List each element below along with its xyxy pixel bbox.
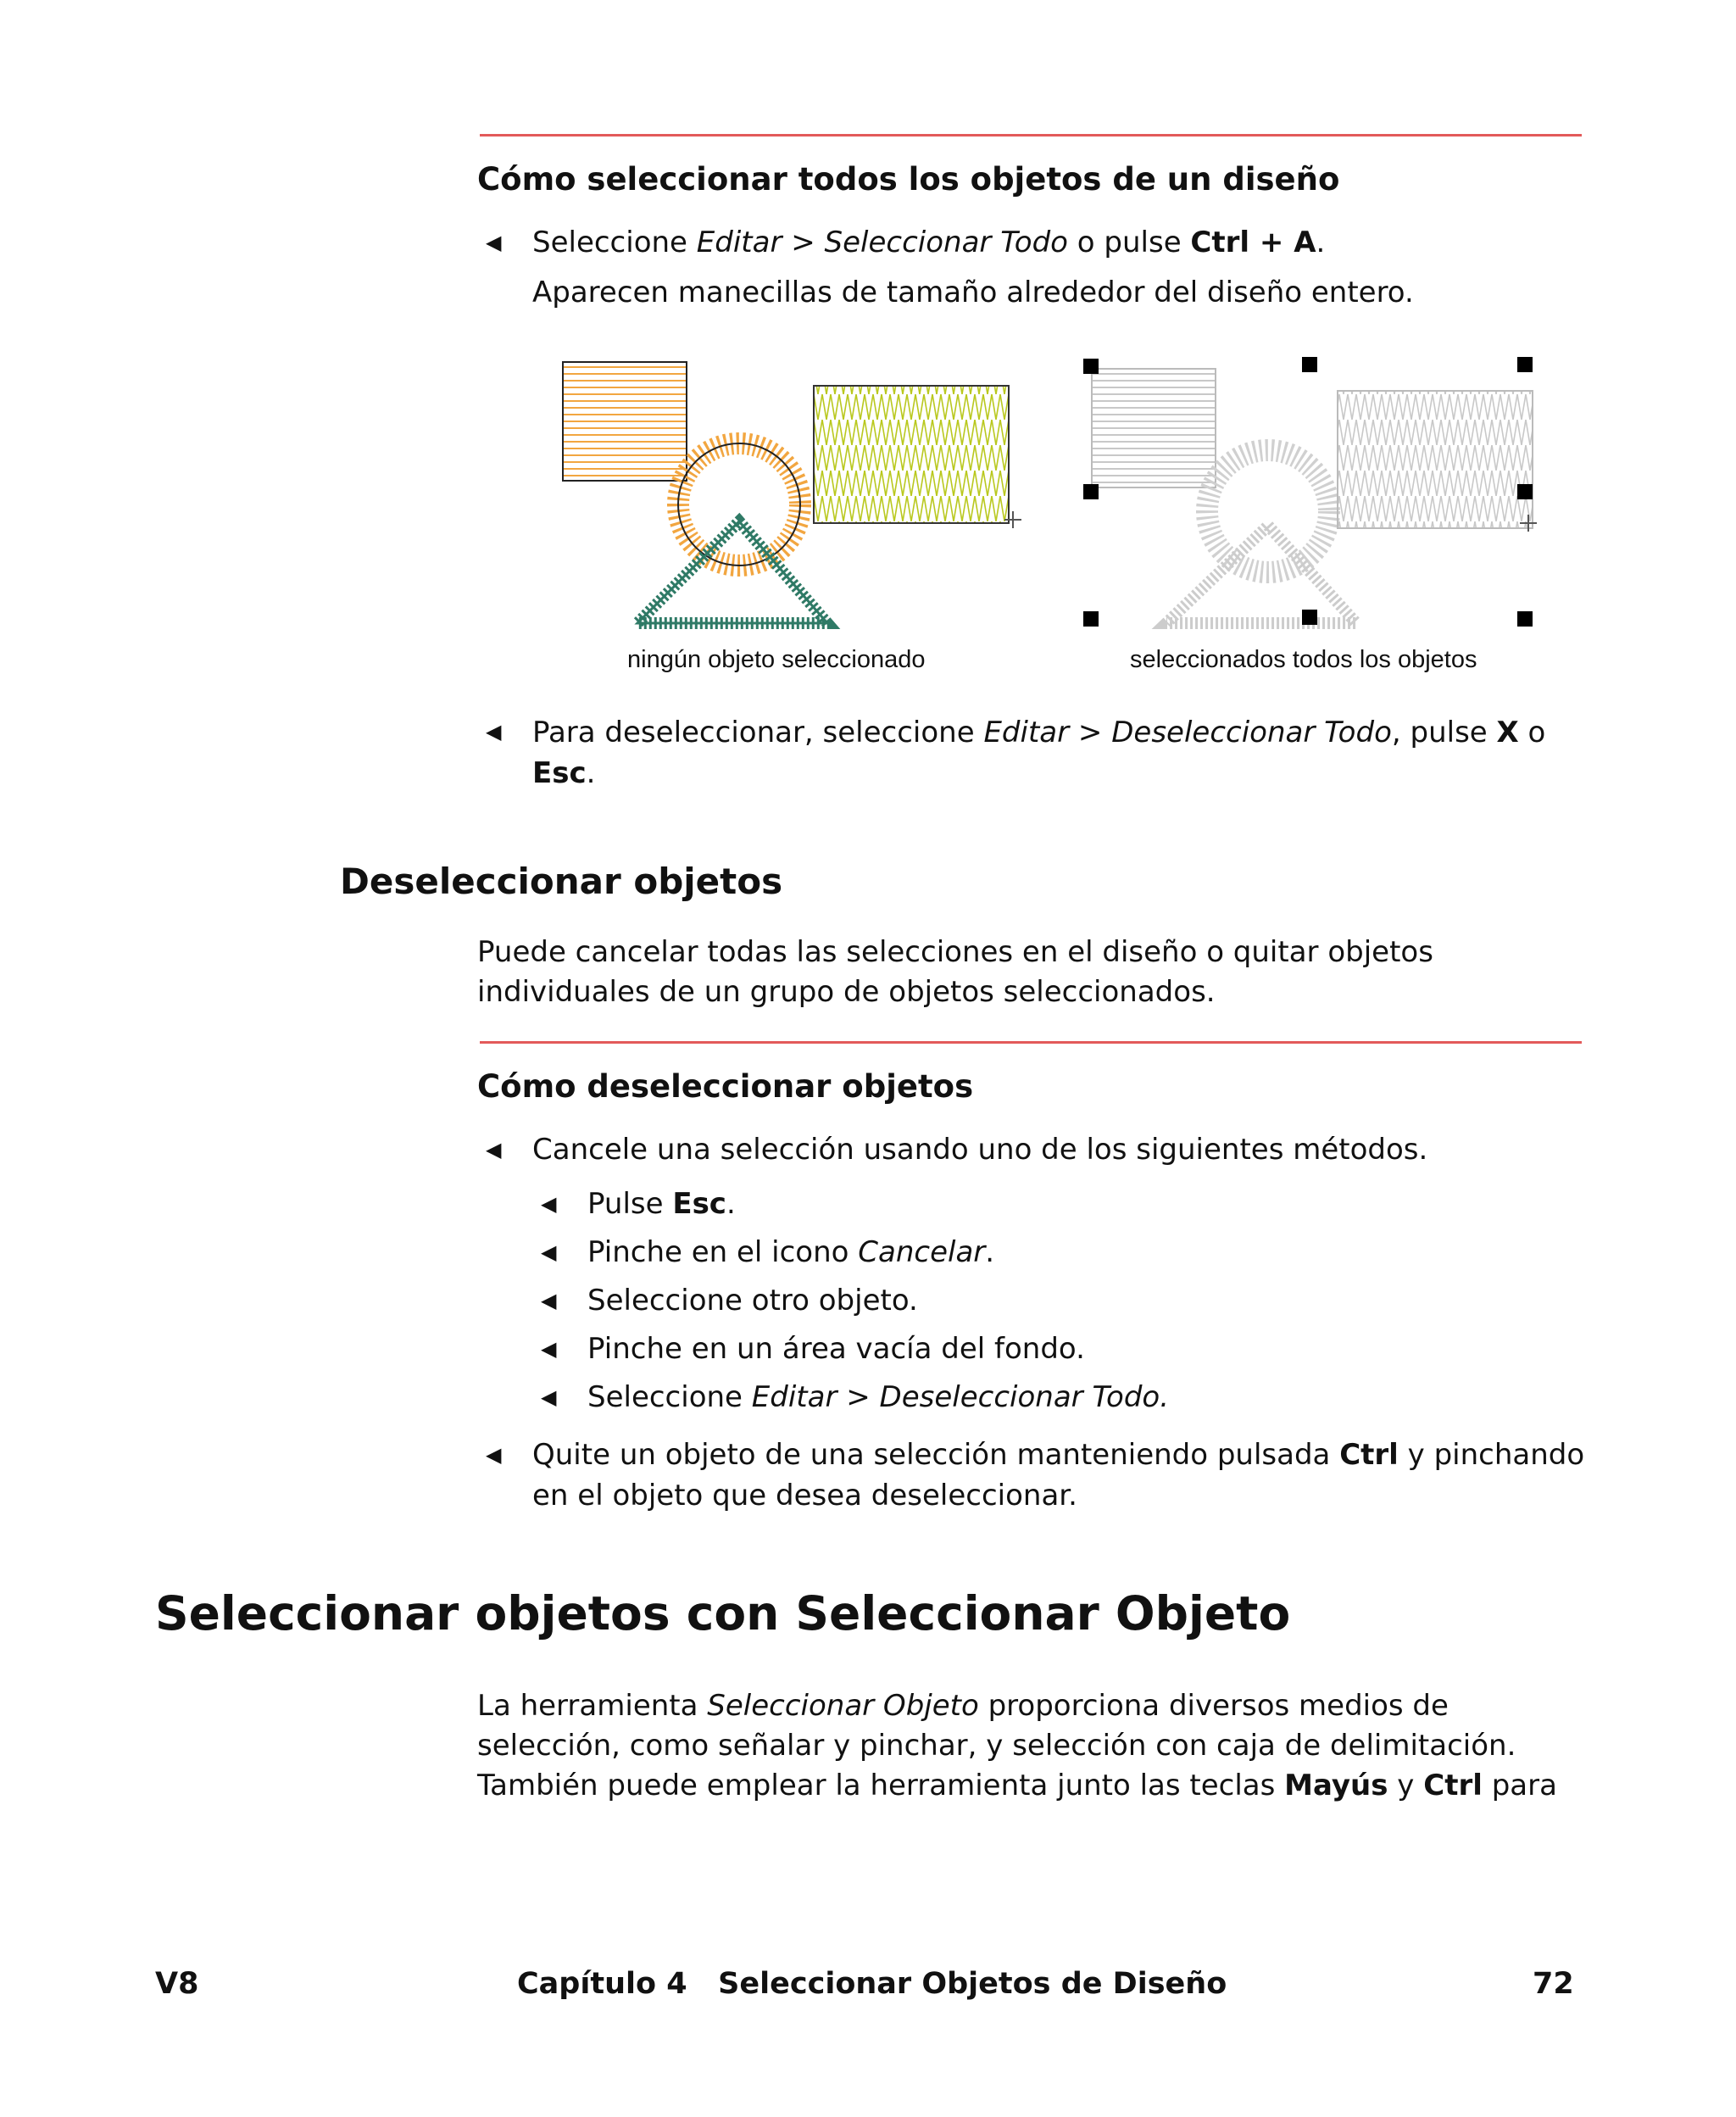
intro-line-1: Puede cancelar todas las selecciones en el diseño o quitar objetos bbox=[477, 935, 1433, 969]
procedure-title: Cómo deseleccionar objetos bbox=[477, 1068, 974, 1105]
footer-page-number: 72 bbox=[1533, 1967, 1574, 2001]
method-empty-area: Pinche en un área vacía del fondo. bbox=[587, 1332, 1085, 1366]
bullet-arrow-icon: ◀ bbox=[486, 720, 502, 744]
bullet-arrow-icon: ◀ bbox=[541, 1337, 557, 1361]
select-object-para-line-2: selección, como señalar y pinchar, y selección con caja de delimitación. bbox=[477, 1729, 1516, 1763]
step-select-all: Seleccione Editar > Seleccionar Todo o pulse Ctrl + A. bbox=[532, 226, 1326, 259]
step-cancel-selection: Cancele una selección usando uno de los siguientes métodos. bbox=[532, 1133, 1428, 1167]
selection-figure bbox=[542, 343, 1543, 636]
caption-all-selected: seleccionados todos los objetos bbox=[1130, 646, 1477, 673]
method-esc: Pulse Esc. bbox=[587, 1187, 736, 1221]
method-cancel-icon: Pinche en el icono Cancelar. bbox=[587, 1235, 995, 1269]
design-unselected bbox=[563, 362, 1021, 623]
bullet-arrow-icon: ◀ bbox=[541, 1385, 557, 1409]
footer-chapter: Capítulo 4 Seleccionar Objetos de Diseño bbox=[517, 1967, 1227, 2001]
select-object-para-line-3: También puede emplear la herramienta junto las teclas Mayús y Ctrl para bbox=[477, 1769, 1557, 1802]
intro-line-2: individuales de un grupo de objetos seleccionados. bbox=[477, 975, 1216, 1009]
design-selected bbox=[1083, 357, 1537, 627]
footer-version: V8 bbox=[155, 1967, 199, 2001]
bullet-arrow-icon: ◀ bbox=[541, 1289, 557, 1312]
step-deselect-all-cont: Esc. bbox=[532, 756, 596, 790]
method-other-object: Seleccione otro objeto. bbox=[587, 1284, 918, 1318]
step-result-note: Aparecen manecillas de tamaño alrededor del diseño entero. bbox=[532, 276, 1414, 309]
chapter-heading: Seleccionar objetos con Seleccionar Objeto bbox=[155, 1586, 1291, 1641]
step-ctrl-remove-cont: en el objeto que desea deseleccionar. bbox=[532, 1479, 1077, 1513]
method-menu-deselect: Seleccione Editar > Deseleccionar Todo. bbox=[587, 1380, 1170, 1414]
step-ctrl-remove: Quite un objeto de una selección manteniendo pulsada Ctrl y pinchando bbox=[532, 1438, 1585, 1472]
step-deselect-all: Para deseleccionar, seleccione Editar > Deseleccionar Todo, pulse X o bbox=[532, 716, 1546, 749]
select-object-para-line-1: La herramienta Seleccionar Objeto proporciona diversos medios de bbox=[477, 1689, 1449, 1723]
section-divider bbox=[480, 1041, 1582, 1044]
bullet-arrow-icon: ◀ bbox=[486, 1443, 502, 1467]
section-divider bbox=[480, 134, 1582, 136]
bullet-arrow-icon: ◀ bbox=[486, 1138, 502, 1162]
procedure-title: Cómo seleccionar todos los objetos de un diseño bbox=[477, 161, 1340, 198]
caption-none-selected: ningún objeto seleccionado bbox=[627, 646, 926, 673]
bullet-arrow-icon: ◀ bbox=[541, 1240, 557, 1264]
bullet-arrow-icon: ◀ bbox=[541, 1192, 557, 1216]
section-heading: Deseleccionar objetos bbox=[340, 861, 783, 902]
bullet-arrow-icon: ◀ bbox=[486, 231, 502, 254]
